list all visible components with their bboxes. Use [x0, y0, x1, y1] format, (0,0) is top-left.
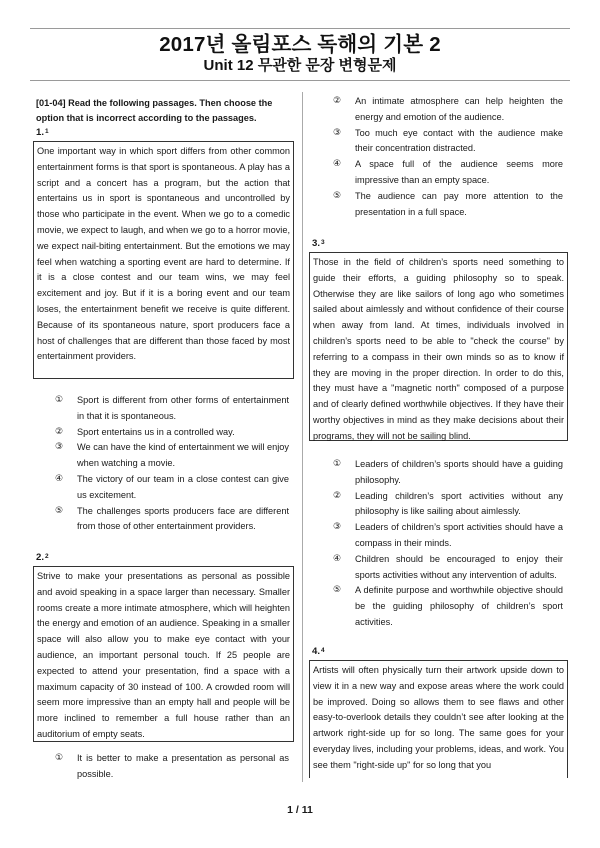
question-1-number: [36, 127, 49, 139]
choice-item[interactable]: [333, 457, 563, 489]
passage-text: Strive to make your presentations as personal as possible and avoid speaking in a space larger than necessary. Smaller rooms create a more intimate atmosphere, which will heighten the energy and emotion of an audience. Speaking in a smaller space will also allow you to make eye contact with your audience, an important personal touch. If 25 people are expected to attend your presentation, find a space with a maximum capacity of 30 instead of 100. A crowded room will seem more impressive than an empty hall and people will be more inclined to remember a full house rather than an auditorium of empty seats.: [37, 571, 290, 739]
choice-item[interactable]: [55, 472, 289, 504]
choice-marker: ①: [55, 753, 64, 763]
choice-item[interactable]: [55, 751, 289, 783]
choice-text: Leading children’s sport activities without any philosophy is like sailing about aimlessly.: [355, 490, 563, 517]
question-1-choices: [55, 393, 289, 535]
choice-item[interactable]: [333, 489, 563, 521]
choice-text: Sport is different from other forms of entertainment in that it is spontaneous.: [77, 395, 289, 421]
choice-item[interactable]: [333, 157, 563, 189]
footnote-marker: 2: [45, 553, 49, 560]
choice-marker: ⑤: [55, 505, 64, 516]
question-number-label: 2.: [36, 552, 45, 563]
choice-text: Leaders of children’s sport activities should have a compass in their minds.: [355, 522, 563, 548]
choice-marker: ①: [55, 395, 64, 405]
passage-text: Those in the field of children’s sports need something to guide their efforts, a guiding philosophy so to speak. Otherwise they are like sailors of long ago who sometimes sailed about aimlessly and without confidence of their course when away from land. At times, individuals involved in children’s sports need to be able to "check the course" by referring to a compass in their own minds so as to know if they are moving in the proper direction. In order to do this, they must have a "magnetic north" composed of a purpose and of clearly defined worthwhile objectives. If they have their worthy objectives in mind as they make decisions about their programs, they will not be sailing blind.: [313, 257, 564, 441]
instructions: [01-04] Read the following passages. Then choose the option that is incorrect according to the passages.: [36, 98, 273, 124]
page-number: 1 / 11: [287, 804, 313, 816]
choice-item[interactable]: [333, 552, 563, 584]
choice-marker: ⑤: [333, 585, 342, 596]
choice-marker: ②: [55, 426, 64, 437]
choice-text: The victory of our team in a close contest can give us excitement.: [77, 473, 289, 500]
choice-item[interactable]: [55, 425, 289, 441]
choice-text: It is better to make a presentation as personal as possible.: [77, 753, 289, 779]
choice-text: A space full of the audience seems more impressive than an empty space.: [355, 159, 563, 185]
question-number-label: 1.: [36, 127, 45, 138]
question-number-label: 3.: [312, 238, 321, 249]
choice-text: The challenges sports producers face are different from those of other entertainment providers.: [77, 505, 289, 532]
choice-item[interactable]: [55, 393, 289, 425]
question-2-number: [36, 552, 49, 564]
choice-text: Leaders of children’s sports should have a guiding philosophy.: [355, 459, 563, 485]
choice-marker: ①: [333, 459, 342, 469]
footnote-marker: 1: [45, 128, 49, 135]
question-4-number: [312, 646, 325, 658]
choice-item[interactable]: [55, 504, 289, 536]
passage-text: One important way in which sport differs from other common entertainment forms is that sport is spontaneous. A play has a script and a concert has a program, but the action that entertains us in sport is spontaneous and uncontrolled by those who participate in the event. When we go to a comedic movie, we expect to laugh, and when we go to a horror movie, we expect nail-biting entertainment. But the emotions we may feel when watching a sporting event are hard to determine. If it is a close contest and our team wins, we may feel excitement and joy. But if it is a boring event and our team loses, the entertainment benefit we receive is quite different. Because of its spontaneous nature, sport producers face a host of challenges that are different than those faced by most entertainment providers.: [37, 146, 290, 362]
question-1-passage: [33, 141, 294, 379]
choice-marker: ③: [333, 522, 342, 533]
footnote-marker: 3: [321, 239, 325, 246]
choice-item[interactable]: [333, 94, 563, 126]
choice-item[interactable]: [333, 520, 563, 552]
choice-marker: ④: [55, 473, 64, 484]
top-rule: [30, 28, 570, 29]
choice-item[interactable]: [333, 126, 563, 158]
header-rule: [30, 80, 570, 81]
choice-marker: ③: [55, 442, 64, 453]
column-divider: [302, 92, 303, 782]
choice-text: The audience can pay more attention to the presentation in a full space.: [355, 190, 563, 217]
page-title: 2017년 올림포스 독해의 기본 2: [159, 33, 441, 56]
question-2-choices-part-1: [55, 751, 289, 783]
choice-text: Children should be encouraged to enjoy their sports activities without any intervention of adults.: [355, 553, 563, 580]
choice-marker: ②: [333, 490, 342, 501]
choice-marker: ④: [333, 553, 342, 564]
choice-marker: ⑤: [333, 190, 342, 201]
choice-item[interactable]: [333, 189, 563, 221]
choice-item[interactable]: [333, 583, 563, 630]
choice-marker: ②: [333, 96, 342, 106]
choice-marker: ③: [333, 127, 342, 138]
question-3-choices: [333, 457, 563, 631]
choice-text: A definite purpose and worthwhile objective should be the guiding philosophy of children’s sport activities.: [355, 585, 563, 627]
question-4-passage: [309, 660, 568, 778]
choice-marker: ④: [333, 159, 342, 170]
question-2-passage: [33, 566, 294, 742]
question-2-choices-part-2: [333, 94, 563, 220]
question-number-label: 4.: [312, 646, 321, 657]
choice-item[interactable]: [55, 440, 289, 472]
question-3-number: [312, 238, 325, 250]
passage-text: Artists will often physically turn their artwork upside down to view it in a new way and expose areas where the work could be improved. Doing so allows them to see flaws and other easy-to-overlook details they couldn’t see after looking at the artwork right-side up for so long. The same goes for your everyday lives, including your problems, ideas, and work. You see them "right-side up" for so long that you: [313, 665, 564, 770]
footnote-marker: 4: [321, 647, 325, 654]
choice-text: Too much eye contact with the audience make their concentration distracted.: [355, 127, 563, 154]
choice-text: We can have the kind of entertainment we will enjoy when watching a movie.: [77, 442, 289, 469]
page-subtitle: Unit 12 무관한 문장 변형문제: [203, 57, 397, 74]
choice-text: An intimate atmosphere can help heighten the energy and emotion of the audience.: [355, 96, 563, 122]
question-3-passage: [309, 252, 568, 441]
choice-text: Sport entertains us in a controlled way.: [77, 426, 235, 437]
